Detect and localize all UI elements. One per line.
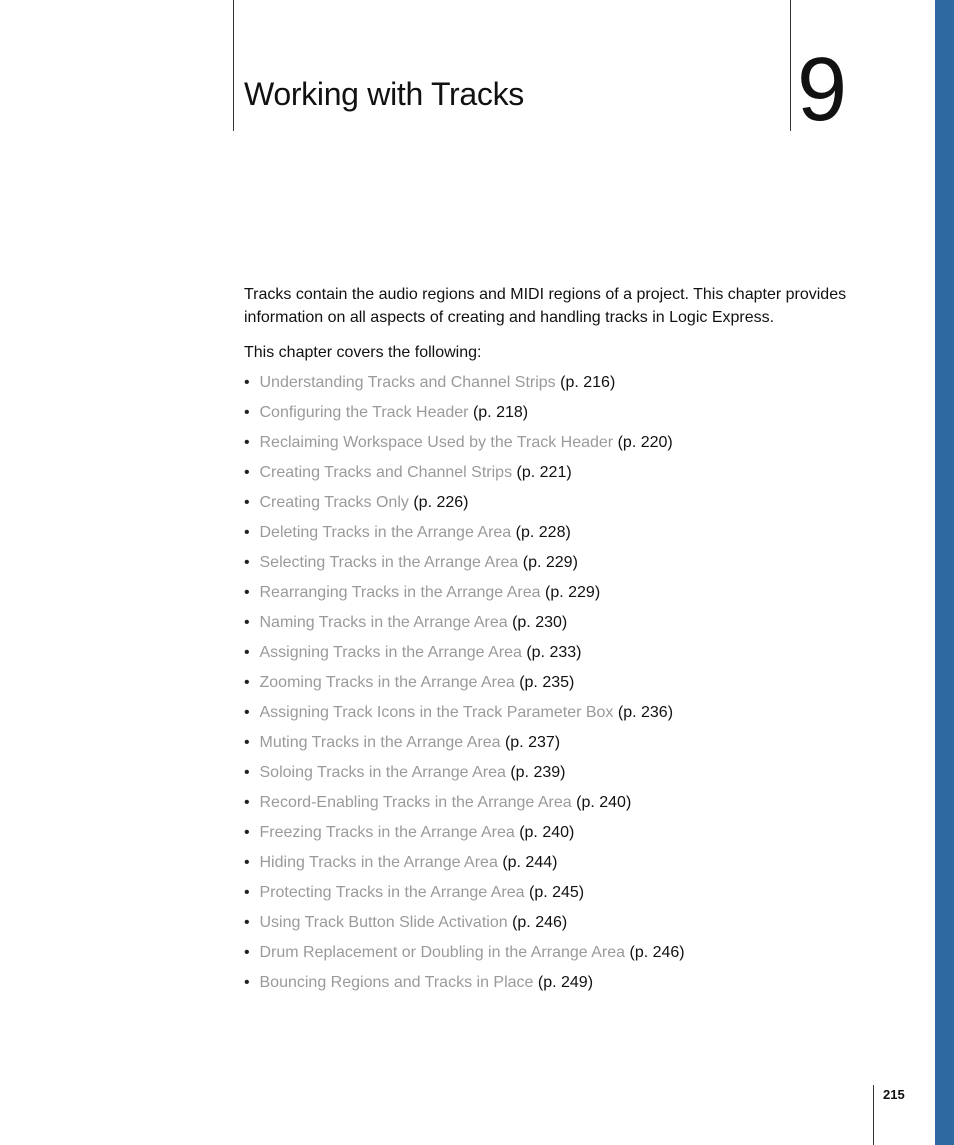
toc-page-ref: (p. 246) <box>629 944 685 961</box>
toc-link[interactable]: Selecting Tracks in the Arrange Area <box>259 554 519 571</box>
chapter-tab-bar <box>935 0 954 1145</box>
bullet-icon: • <box>244 794 250 811</box>
toc-item <box>244 643 685 673</box>
bullet-icon: • <box>244 764 250 781</box>
toc-link[interactable]: Record-Enabling Tracks in the Arrange Area <box>259 794 572 811</box>
bullet-icon: • <box>244 494 250 511</box>
toc-link[interactable]: Reclaiming Workspace Used by the Track Header <box>259 434 614 451</box>
toc-item <box>244 463 685 493</box>
bullet-icon: • <box>244 644 250 661</box>
toc-page-ref: (p. 228) <box>515 524 571 541</box>
toc-link[interactable]: Freezing Tracks in the Arrange Area <box>259 824 515 841</box>
toc-link[interactable]: Drum Replacement or Doubling in the Arrange Area <box>259 944 626 961</box>
toc-page-ref: (p. 244) <box>502 854 558 871</box>
toc-link[interactable]: Understanding Tracks and Channel Strips <box>259 374 556 391</box>
toc-page-ref: (p. 246) <box>512 914 568 931</box>
toc-link[interactable]: Creating Tracks and Channel Strips <box>259 464 513 481</box>
bullet-icon: • <box>244 404 250 421</box>
chapter-intro: Tracks contain the audio regions and MIDI regions of a project. This chapter provides information on all aspects of creating and handling tracks in Logic Express. <box>244 286 847 326</box>
toc-item <box>244 943 685 973</box>
toc-item <box>244 403 685 433</box>
toc-page-ref: (p. 235) <box>519 674 575 691</box>
toc-page-ref: (p. 220) <box>617 434 673 451</box>
toc-page-ref: (p. 239) <box>510 764 566 781</box>
toc-page-ref: (p. 249) <box>537 974 594 991</box>
toc-page-ref: (p. 216) <box>560 374 616 391</box>
bullet-icon: • <box>244 614 250 631</box>
toc-link[interactable]: Muting Tracks in the Arrange Area <box>259 734 501 751</box>
footer-rule <box>873 1085 874 1145</box>
bullet-icon: • <box>244 434 250 451</box>
toc-item <box>244 433 685 463</box>
toc-link[interactable]: Assigning Track Icons in the Track Parameter Box <box>259 704 614 721</box>
toc-item <box>244 913 685 943</box>
toc-page-ref: (p. 229) <box>522 554 578 571</box>
bullet-icon: • <box>244 584 250 601</box>
bullet-icon: • <box>244 854 250 871</box>
toc-item <box>244 883 685 913</box>
toc-page-ref: (p. 237) <box>504 734 561 751</box>
toc-page-ref: (p. 245) <box>528 884 585 901</box>
toc-item <box>244 613 685 643</box>
toc-item <box>244 583 685 613</box>
page-number: 215 <box>883 1087 905 1102</box>
toc-link[interactable]: Hiding Tracks in the Arrange Area <box>259 854 498 871</box>
toc-page-ref: (p. 240) <box>519 824 575 841</box>
toc-page-ref: (p. 221) <box>516 464 572 481</box>
bullet-icon: • <box>244 944 250 961</box>
chapter-contents-list <box>244 373 685 1003</box>
toc-link[interactable]: Bouncing Regions and Tracks in Place <box>259 974 534 991</box>
bullet-icon: • <box>244 674 250 691</box>
toc-item <box>244 763 685 793</box>
toc-link[interactable]: Soloing Tracks in the Arrange Area <box>259 764 506 781</box>
header-rule-right <box>790 0 791 131</box>
toc-page-ref: (p. 218) <box>472 404 529 421</box>
toc-page-ref: (p. 229) <box>545 584 601 601</box>
toc-item <box>244 973 685 1003</box>
bullet-icon: • <box>244 704 250 721</box>
toc-link[interactable]: Rearranging Tracks in the Arrange Area <box>259 584 541 601</box>
bullet-icon: • <box>244 974 250 991</box>
toc-item <box>244 703 685 733</box>
toc-link[interactable]: Zooming Tracks in the Arrange Area <box>259 674 515 691</box>
toc-item <box>244 673 685 703</box>
bullet-icon: • <box>244 554 250 571</box>
toc-link[interactable]: Configuring the Track Header <box>259 404 469 421</box>
toc-item <box>244 853 685 883</box>
header-rule-left <box>233 0 234 131</box>
toc-page-ref: (p. 236) <box>617 704 674 721</box>
chapter-title: Working with Tracks <box>244 76 525 113</box>
covers-label: This chapter covers the following: <box>244 344 482 361</box>
toc-link[interactable]: Assigning Tracks in the Arrange Area <box>259 644 522 661</box>
bullet-icon: • <box>244 884 250 901</box>
toc-item <box>244 823 685 853</box>
toc-link[interactable]: Protecting Tracks in the Arrange Area <box>259 884 525 901</box>
bullet-icon: • <box>244 734 250 751</box>
bullet-icon: • <box>244 374 250 391</box>
bullet-icon: • <box>244 524 250 541</box>
toc-page-ref: (p. 226) <box>413 494 469 511</box>
toc-page-ref: (p. 230) <box>512 614 568 631</box>
bullet-icon: • <box>244 824 250 841</box>
bullet-icon: • <box>244 464 250 481</box>
toc-link[interactable]: Creating Tracks Only <box>259 494 409 511</box>
toc-item <box>244 523 685 553</box>
toc-link[interactable]: Using Track Button Slide Activation <box>259 914 508 931</box>
toc-page-ref: (p. 233) <box>526 644 582 661</box>
toc-link[interactable]: Naming Tracks in the Arrange Area <box>259 614 508 631</box>
bullet-icon: • <box>244 914 250 931</box>
toc-page-ref: (p. 240) <box>576 794 632 811</box>
toc-item <box>244 793 685 823</box>
toc-link[interactable]: Deleting Tracks in the Arrange Area <box>259 524 512 541</box>
toc-item <box>244 733 685 763</box>
toc-item <box>244 373 685 403</box>
toc-item <box>244 493 685 523</box>
chapter-number: 9 <box>797 40 848 140</box>
toc-item <box>244 553 685 583</box>
